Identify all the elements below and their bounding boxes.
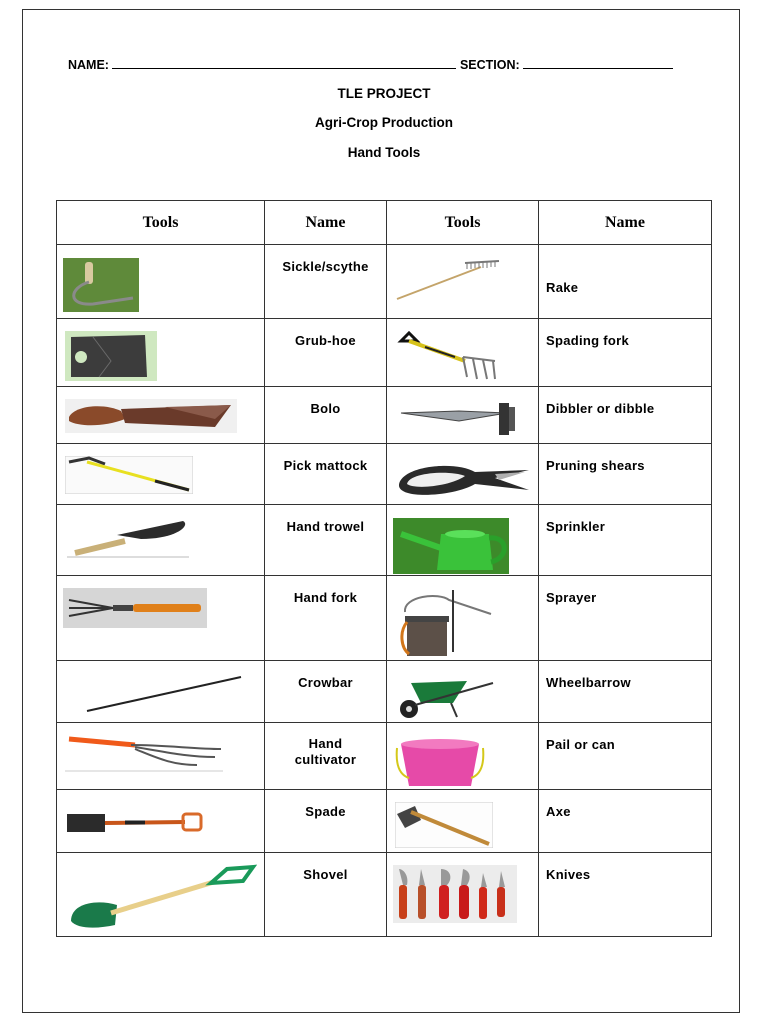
- tool-name: Pail or can: [539, 723, 712, 790]
- pail-icon: [395, 736, 485, 788]
- dibbler-icon: [399, 399, 521, 439]
- table-row: [57, 723, 712, 790]
- table-row: [57, 505, 712, 576]
- tool-image-cell: [387, 387, 539, 444]
- column-header-tools-left: Tools: [57, 201, 265, 245]
- section-label: SECTION:: [459, 58, 520, 72]
- shovel-icon: [67, 863, 257, 929]
- tool-image-cell: [387, 723, 539, 790]
- column-header-tools-right: Tools: [387, 201, 539, 245]
- tool-name: Rake: [539, 245, 712, 319]
- sickle-scythe-icon: [63, 258, 139, 312]
- column-header-name-right: Name: [539, 201, 712, 245]
- hand-trowel-icon: [65, 517, 189, 559]
- name-section-line: [68, 58, 673, 72]
- tool-image-cell: [57, 319, 265, 387]
- tool-name: Wheelbarrow: [539, 661, 712, 723]
- topic-title: Hand Tools: [347, 145, 421, 160]
- tool-image-cell: [387, 319, 539, 387]
- wheelbarrow-icon: [395, 675, 495, 721]
- spading-fork-icon: [395, 331, 501, 385]
- pruning-shears-icon: [395, 456, 531, 500]
- table-row: [57, 387, 712, 444]
- tool-name: Pruning shears: [539, 444, 712, 505]
- table-row: [57, 319, 712, 387]
- hand-tools-table: [56, 200, 712, 937]
- tool-name: Dibbler or dibble: [539, 387, 712, 444]
- tool-image-cell: [57, 444, 265, 505]
- sprayer-icon: [399, 588, 493, 658]
- project-title: TLE PROJECT: [337, 86, 431, 101]
- tool-name: Knives: [539, 853, 712, 937]
- name-field-line[interactable]: [112, 58, 456, 69]
- tool-name: Hand trowel: [265, 505, 387, 576]
- subject-title: Agri-Crop Production: [315, 115, 453, 130]
- axe-icon: [395, 802, 493, 848]
- sprinkler-icon: [393, 518, 509, 574]
- tool-image-cell: [57, 505, 265, 576]
- table-row: [57, 444, 712, 505]
- table-row: [57, 790, 712, 853]
- rake-icon: [395, 257, 501, 303]
- pick-mattock-icon: [65, 456, 193, 494]
- tool-image-cell: [57, 245, 265, 319]
- bolo-icon: [65, 399, 237, 433]
- tool-name: Spading fork: [539, 319, 712, 387]
- spade-icon: [65, 808, 207, 836]
- column-header-name-left: Name: [265, 201, 387, 245]
- tool-name: Crowbar: [265, 661, 387, 723]
- tool-image-cell: [387, 505, 539, 576]
- hand-cultivator-icon: [65, 735, 225, 775]
- table-row: [57, 661, 712, 723]
- tool-name: Hand fork: [265, 576, 387, 661]
- tool-name: Hand cultivator: [265, 723, 387, 790]
- table-row: [57, 853, 712, 937]
- tool-name: Sickle/scythe: [265, 245, 387, 319]
- tool-name: Spade: [265, 790, 387, 853]
- tool-image-cell: [57, 853, 265, 937]
- knives-icon: [393, 865, 517, 923]
- tool-image-cell: [57, 576, 265, 661]
- tool-image-cell: [387, 245, 539, 319]
- hand-fork-icon: [63, 588, 207, 628]
- crowbar-icon: [85, 675, 245, 715]
- tool-name: Axe: [539, 790, 712, 853]
- name-label: NAME:: [68, 58, 109, 72]
- tool-image-cell: [387, 576, 539, 661]
- tool-image-cell: [387, 790, 539, 853]
- tool-image-cell: [57, 790, 265, 853]
- table-row: [57, 576, 712, 661]
- tool-image-cell: [387, 444, 539, 505]
- section-field-line[interactable]: [523, 58, 673, 69]
- tool-name: Shovel: [265, 853, 387, 937]
- tool-image-cell: [57, 387, 265, 444]
- grub-hoe-icon: [65, 331, 157, 381]
- tool-name: Grub-hoe: [265, 319, 387, 387]
- tool-image-cell: [387, 661, 539, 723]
- tool-name: Bolo: [265, 387, 387, 444]
- table-row: [57, 245, 712, 319]
- tool-image-cell: [387, 853, 539, 937]
- tool-image-cell: [57, 661, 265, 723]
- tool-image-cell: [57, 723, 265, 790]
- tool-name: Sprayer: [539, 576, 712, 661]
- tool-name: Sprinkler: [539, 505, 712, 576]
- table-header-row: [57, 201, 712, 245]
- tool-name: Pick mattock: [265, 444, 387, 505]
